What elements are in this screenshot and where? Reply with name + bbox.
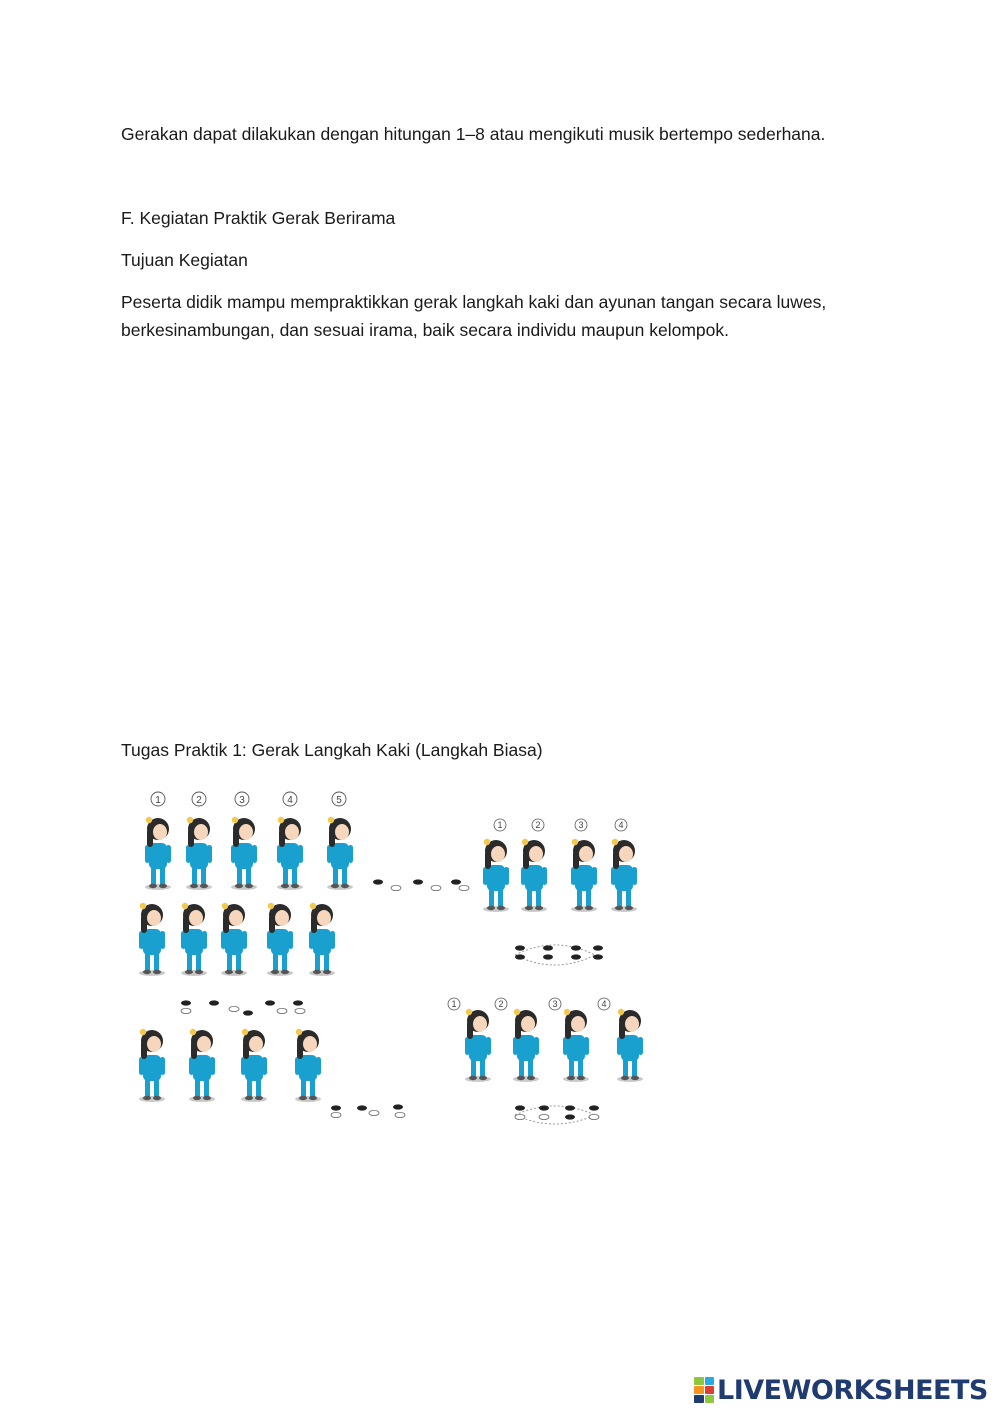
task-heading: Tugas Praktik 1: Gerak Langkah Kaki (Langkah Biasa) xyxy=(121,740,543,760)
footprints-group-b xyxy=(515,945,603,965)
walking-figures-group-c xyxy=(465,1009,643,1082)
step-number: 5 xyxy=(336,795,342,806)
footprints-row-3 xyxy=(331,1104,405,1117)
walking-figure xyxy=(571,839,597,912)
step-number: 1 xyxy=(497,820,503,830)
walking-figure xyxy=(327,817,353,890)
walking-figure xyxy=(617,1009,643,1082)
walking-figures-row-3 xyxy=(139,1029,321,1102)
footprints-group-c xyxy=(515,1105,599,1124)
walking-figure xyxy=(309,903,335,976)
goal-text: Peserta didik mampu mempraktikkan gerak langkah kaki dan ayunan tangan secara luwes, berkesinambungan, dan sesuai irama, baik secara individu maupun kelompok. xyxy=(121,292,827,340)
walking-steps-illustration xyxy=(130,785,660,1130)
walking-figure xyxy=(221,903,247,976)
walking-figure xyxy=(231,817,257,890)
walking-figure xyxy=(483,839,509,912)
walking-figure xyxy=(295,1029,321,1102)
step-number: 3 xyxy=(578,820,584,830)
walking-figure xyxy=(465,1009,491,1082)
walking-figure xyxy=(186,817,212,890)
walking-figure xyxy=(189,1029,215,1102)
liveworksheets-logo[interactable] xyxy=(694,1374,988,1406)
walking-figure xyxy=(513,1009,539,1082)
walking-figures-row-1 xyxy=(145,817,353,890)
step-number: 2 xyxy=(498,999,504,1009)
logo-text: LIVEWORKSHEETS xyxy=(717,1374,988,1406)
walking-figure xyxy=(181,903,207,976)
step-number: 4 xyxy=(601,999,607,1009)
step-number: 1 xyxy=(451,999,457,1009)
step-number: 2 xyxy=(535,820,541,830)
walking-figure xyxy=(139,1029,165,1102)
walking-figures-row-2 xyxy=(139,903,335,976)
step-number: 3 xyxy=(239,795,245,806)
goal-heading: Tujuan Kegiatan xyxy=(121,250,248,270)
walking-figure xyxy=(267,903,293,976)
walking-figure xyxy=(139,903,165,976)
section-heading: F. Kegiatan Praktik Gerak Berirama xyxy=(121,208,396,228)
walking-figure xyxy=(563,1009,589,1082)
footprints-row-2 xyxy=(181,1000,305,1015)
walking-figure xyxy=(241,1029,267,1102)
step-number: 4 xyxy=(287,795,293,806)
step-number: 1 xyxy=(155,795,161,806)
walking-figure xyxy=(521,839,547,912)
walking-figure xyxy=(277,817,303,890)
step-numbers-c xyxy=(448,998,610,1010)
walking-figure xyxy=(611,839,637,912)
step-number: 4 xyxy=(618,820,624,830)
step-numbers-a xyxy=(151,792,346,806)
footprints-row-1 xyxy=(373,879,469,890)
step-numbers-b xyxy=(494,819,627,831)
intro-text: Gerakan dapat dilakukan dengan hitungan 1–8 atau mengikuti musik bertempo sederhana. xyxy=(121,124,826,144)
step-number: 2 xyxy=(196,795,202,806)
step-number: 3 xyxy=(552,999,558,1009)
logo-mark-icon xyxy=(694,1377,714,1403)
walking-figures-group-b xyxy=(483,839,637,912)
walking-figure xyxy=(145,817,171,890)
